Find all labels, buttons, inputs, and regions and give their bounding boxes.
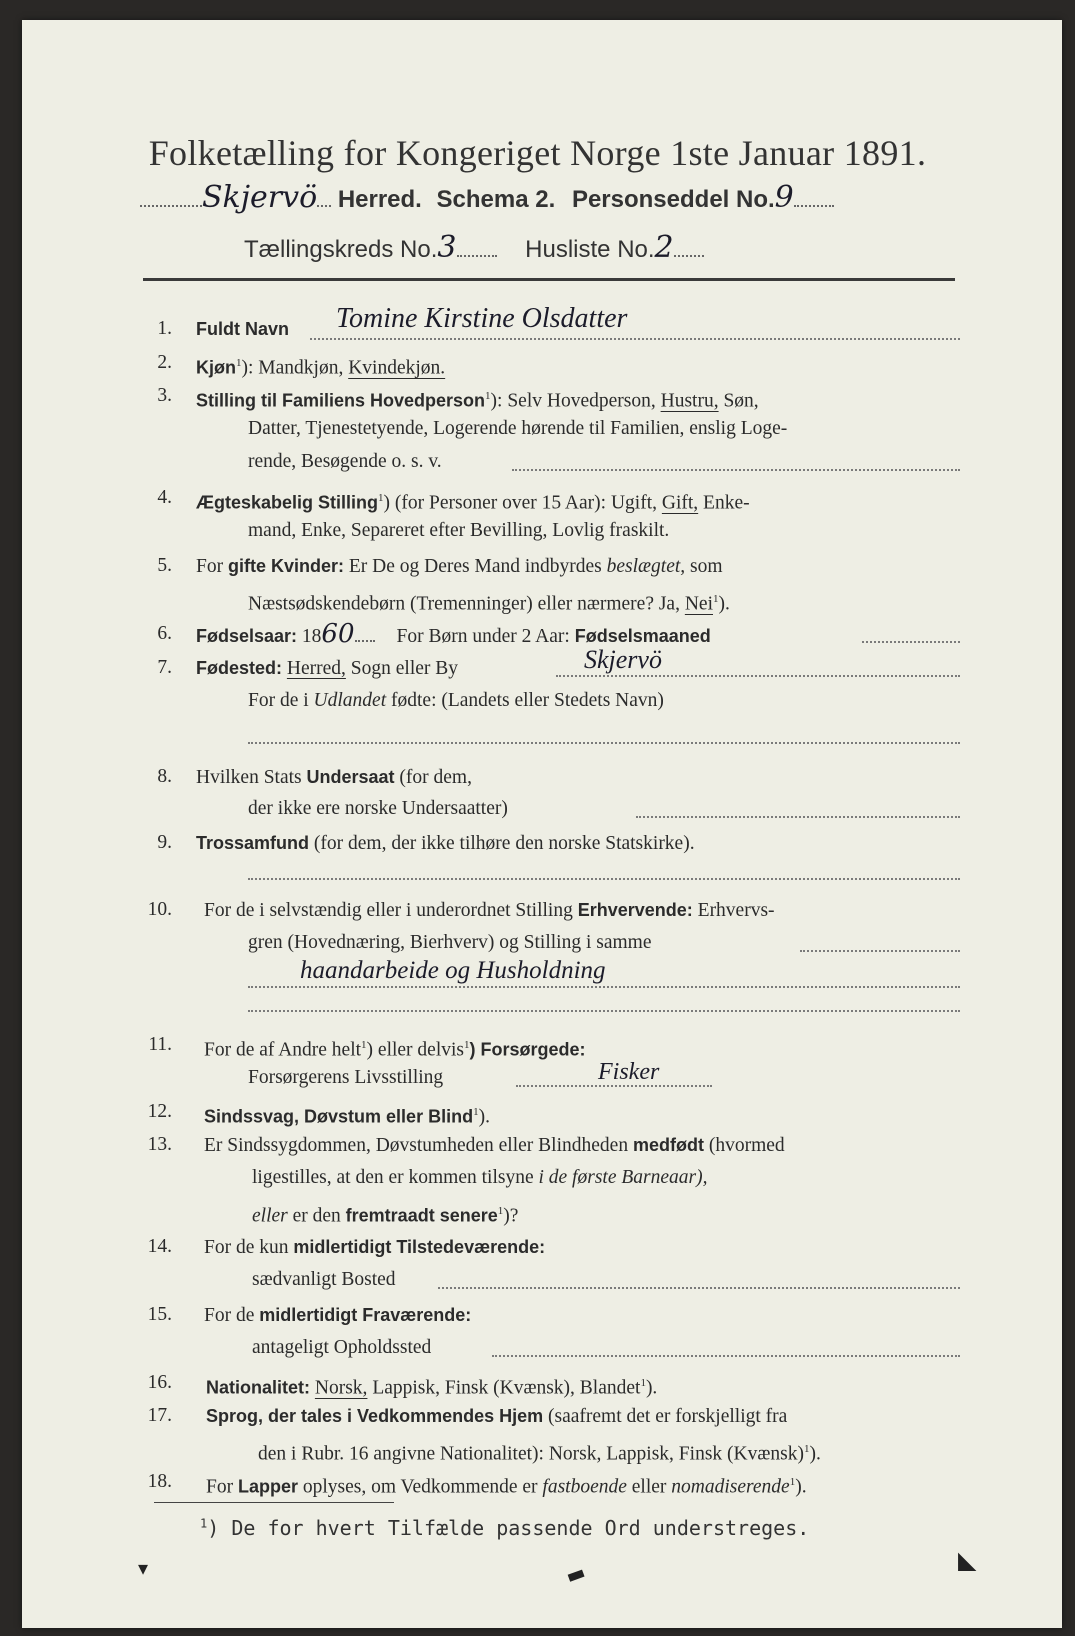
personseddel-label: Personseddel No. <box>571 186 775 213</box>
item-number: 3. <box>157 385 172 406</box>
herred-value: Skjervö <box>202 180 318 215</box>
ink-mark-icon: ▾ <box>138 1556 149 1580</box>
provider-occupation-value: Fisker <box>598 1059 660 1085</box>
hustru-underlined: Hustru, <box>660 390 719 412</box>
item-number: 1. <box>157 318 172 339</box>
herred-line <box>140 180 834 215</box>
ink-mark-icon: ◣ <box>958 1546 977 1574</box>
herred-underlined: Herred, <box>286 658 346 679</box>
full-name-value: Tomine Kirstine Olsdatter <box>336 303 628 334</box>
gift-underlined: Gift, <box>661 492 699 514</box>
item-number: 2. <box>157 352 172 373</box>
schema-label: Schema 2. <box>436 186 556 213</box>
footnote: $^1$) De for hvert Tilfælde passende Ord understreges. <box>200 1516 810 1540</box>
birthplace-value: Skjervö <box>584 645 662 674</box>
occupation-value: haandarbeide og Husholdning <box>300 957 606 984</box>
item-label: Fuldt Navn <box>196 319 289 339</box>
norsk-underlined: Norsk, <box>314 1377 368 1399</box>
ink-mark-icon: ▬ <box>562 1559 589 1589</box>
footnote-separator <box>154 1502 394 1503</box>
herred-label: Herred. <box>337 186 422 213</box>
husliste-label: Husliste No. <box>525 236 655 263</box>
form-title: Folketælling for Kongeriget Norge 1ste Januar 1891. <box>148 133 927 173</box>
kreds-value: 3 <box>437 230 457 265</box>
kreds-line <box>244 230 704 265</box>
kreds-label: Tællingskreds No. <box>244 236 438 263</box>
husliste-value: 2 <box>654 230 674 265</box>
birth-year-value: 60 <box>321 619 355 649</box>
header-rule <box>143 278 955 281</box>
item-content: Kjøn$^1$): Mandkjøn, Kvindekjøn. <box>196 357 446 379</box>
nei-underlined: Nei <box>684 593 713 615</box>
dotted-fill <box>310 338 960 340</box>
kvindekjon-underlined: Kvindekjøn. <box>348 357 446 379</box>
personseddel-value: 9 <box>774 180 794 215</box>
